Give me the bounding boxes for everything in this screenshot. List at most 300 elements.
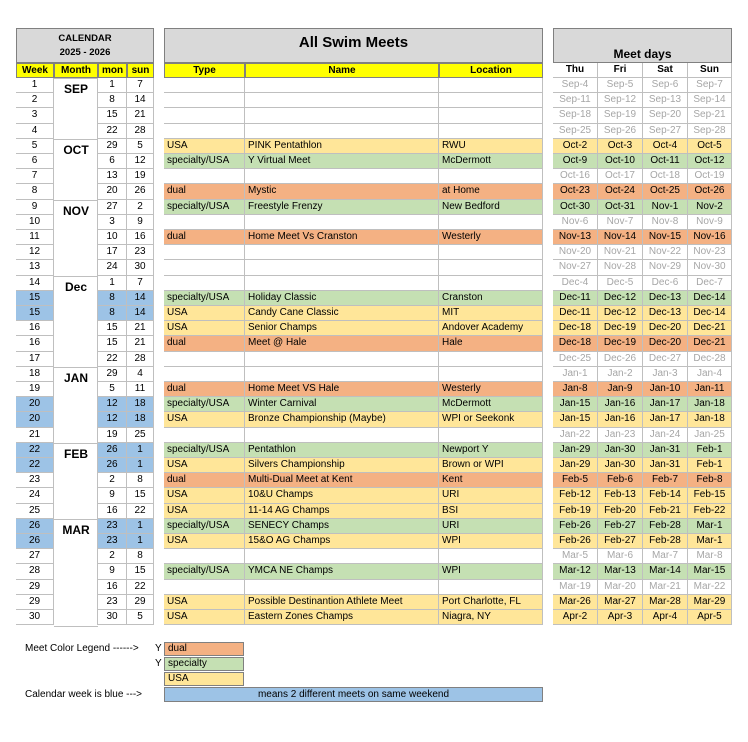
loc-cell: MIT [439, 306, 543, 321]
meet-day-cell: Jan-9 [598, 382, 643, 397]
type-cell: USA [164, 412, 245, 427]
week-cell: 2 [16, 93, 54, 108]
week-cell: 22 [16, 443, 54, 458]
meet-day-cell: Jan-18 [688, 397, 732, 412]
week-cell: 7 [16, 169, 54, 184]
type-header: Type [164, 63, 245, 78]
meet-day-cell: Mar-5 [553, 549, 598, 564]
loc-cell: BSI [439, 504, 543, 519]
sun-cell: 1 [127, 443, 154, 458]
meet-day-cell: Mar-7 [643, 549, 688, 564]
meet-day-cell: Mar-26 [553, 595, 598, 610]
type-cell [164, 367, 245, 382]
meet-day-cell: Feb-27 [598, 519, 643, 534]
calendar-title [16, 28, 154, 63]
mon-cell: 16 [98, 580, 127, 595]
meet-day-cell: Oct-11 [643, 154, 688, 169]
loc-cell: McDermott [439, 397, 543, 412]
week-cell: 15 [16, 306, 54, 321]
name-cell [245, 580, 439, 595]
week-cell: 20 [16, 412, 54, 427]
loc-cell: URI [439, 488, 543, 503]
loc-cell [439, 428, 543, 443]
sun-cell: 1 [127, 458, 154, 473]
meet-day-cell: Jan-2 [598, 367, 643, 382]
meet-day-cell: Mar-6 [598, 549, 643, 564]
meet-day-cell: Mar-13 [598, 564, 643, 579]
loc-cell: Niagra, NY [439, 610, 543, 625]
month-cell [54, 397, 98, 412]
meet-day-cell: Jan-3 [643, 367, 688, 382]
week-cell: 9 [16, 200, 54, 215]
week-cell: 29 [16, 595, 54, 610]
meet-day-cell: Dec-13 [643, 306, 688, 321]
month-cell [54, 473, 98, 488]
type-cell: specialty/USA [164, 200, 245, 215]
meet-day-cell: Feb-13 [598, 488, 643, 503]
meet-day-cell: Feb-14 [643, 488, 688, 503]
meet-day-cell: Nov-6 [553, 215, 598, 230]
month-cell [54, 260, 98, 275]
mon-cell: 29 [98, 367, 127, 382]
type-cell [164, 93, 245, 108]
meet-day-cell: Apr-3 [598, 610, 643, 625]
type-cell [164, 260, 245, 275]
loc-cell [439, 215, 543, 230]
meet-day-cell: Sep-28 [688, 124, 732, 139]
week-cell: 17 [16, 352, 54, 367]
sun-cell: 30 [127, 260, 154, 275]
meet-day-cell: Mar-8 [688, 549, 732, 564]
meet-day-cell: Sep-21 [688, 108, 732, 123]
meet-day-cell: Oct-18 [643, 169, 688, 184]
meet-day-cell: Jan-23 [598, 428, 643, 443]
mon-cell: 22 [98, 352, 127, 367]
name-cell: Silvers Championship [245, 458, 439, 473]
month-label: OCT [63, 143, 89, 157]
meet-day-cell: Sep-19 [598, 108, 643, 123]
mon-cell: 24 [98, 260, 127, 275]
meet-day-cell: Dec-19 [598, 336, 643, 351]
meet-day-cell: Mar-1 [688, 534, 732, 549]
loc-cell [439, 580, 543, 595]
calendar-title-line2: 2025 - 2026 [59, 47, 111, 58]
type-cell: specialty/USA [164, 519, 245, 534]
sun-cell: 8 [127, 473, 154, 488]
meet-day-cell: Nov-21 [598, 245, 643, 260]
name-cell: Bronze Championship (Maybe) [245, 412, 439, 427]
legend-label: Meet Color Legend ------> [25, 643, 139, 654]
name-cell: Holiday Classic [245, 291, 439, 306]
week-cell: 11 [16, 230, 54, 245]
loc-cell: Hale [439, 336, 543, 351]
sun-cell: 14 [127, 93, 154, 108]
mon-cell: 15 [98, 336, 127, 351]
week-cell: 23 [16, 473, 54, 488]
mon-cell: 26 [98, 443, 127, 458]
month-cell [54, 306, 98, 321]
meet-day-cell: Jan-15 [553, 412, 598, 427]
mon-cell: 2 [98, 549, 127, 564]
meet-day-cell: Jan-31 [643, 458, 688, 473]
meet-day-cell: Oct-3 [598, 139, 643, 154]
meet-day-cell: Sep-7 [688, 78, 732, 93]
sun-header: sun [127, 63, 154, 78]
meet-day-cell: Sep-12 [598, 93, 643, 108]
mon-cell: 22 [98, 124, 127, 139]
meet-day-cell: Mar-15 [688, 564, 732, 579]
month-divider [54, 626, 98, 627]
meet-day-cell: Feb-7 [643, 473, 688, 488]
week-cell: 26 [16, 534, 54, 549]
name-cell: Home Meet VS Hale [245, 382, 439, 397]
sun-cell: 4 [127, 367, 154, 382]
name-cell [245, 169, 439, 184]
mon-cell: 1 [98, 78, 127, 93]
type-cell: USA [164, 458, 245, 473]
meet-day-cell: Feb-1 [688, 458, 732, 473]
week-cell: 22 [16, 458, 54, 473]
meet-day-cell: Jan-25 [688, 428, 732, 443]
meet-day-cell: Mar-27 [598, 595, 643, 610]
meet-day-cell: Dec-11 [553, 291, 598, 306]
meet-day-cell: Jan-24 [643, 428, 688, 443]
meet-day-cell: Dec-11 [553, 306, 598, 321]
name-header: Name [245, 63, 439, 78]
meet-day-cell: Mar-28 [643, 595, 688, 610]
mon-cell: 5 [98, 382, 127, 397]
month-cell [54, 610, 98, 625]
type-cell: USA [164, 595, 245, 610]
meet-day-cell: Oct-31 [598, 200, 643, 215]
week-cell: 4 [16, 124, 54, 139]
week-cell: 18 [16, 367, 54, 382]
meet-day-cell: Feb-15 [688, 488, 732, 503]
meet-day-cell: Oct-17 [598, 169, 643, 184]
month-cell [54, 595, 98, 610]
name-cell [245, 124, 439, 139]
meet-day-cell: Oct-19 [688, 169, 732, 184]
loc-cell: Cranston [439, 291, 543, 306]
sun-cell: 22 [127, 580, 154, 595]
blue-legend-label: Calendar week is blue ---> [25, 689, 142, 700]
sun-cell: 7 [127, 78, 154, 93]
week-cell: 14 [16, 276, 54, 291]
meet-day-cell: Jan-31 [643, 443, 688, 458]
meet-day-cell: Dec-25 [553, 352, 598, 367]
loc-cell [439, 352, 543, 367]
meet-day-cell: Jan-22 [553, 428, 598, 443]
month-cell [54, 336, 98, 351]
mon-cell: 12 [98, 397, 127, 412]
meet-day-cell: Nov-8 [643, 215, 688, 230]
month-divider [54, 276, 98, 277]
meet-day-cell: Nov-15 [643, 230, 688, 245]
month-cell [54, 428, 98, 443]
meet-day-cell: Jan-16 [598, 412, 643, 427]
meet-day-cell: Oct-24 [598, 184, 643, 199]
meet-day-cell: Jan-30 [598, 443, 643, 458]
meet-day-cell: Mar-14 [643, 564, 688, 579]
type-cell [164, 580, 245, 595]
sun-cell: 5 [127, 139, 154, 154]
week-cell: 13 [16, 260, 54, 275]
meet-day-cell: Jan-17 [643, 397, 688, 412]
name-cell: PINK Pentathlon [245, 139, 439, 154]
name-cell: Home Meet Vs Cranston [245, 230, 439, 245]
type-cell: USA [164, 139, 245, 154]
week-cell: 16 [16, 321, 54, 336]
meet-day-cell: Dec-20 [643, 321, 688, 336]
week-cell: 28 [16, 564, 54, 579]
meet-day-cell: Dec-4 [553, 276, 598, 291]
month-label: SEP [63, 82, 88, 96]
week-cell: 19 [16, 382, 54, 397]
meet-day-cell: Feb-22 [688, 504, 732, 519]
type-cell: dual [164, 230, 245, 245]
meet-day-cell: Dec-12 [598, 306, 643, 321]
name-cell: Meet @ Hale [245, 336, 439, 351]
meet-day-cell: Jan-29 [553, 458, 598, 473]
loc-cell: WPI [439, 534, 543, 549]
sun-cell: 14 [127, 306, 154, 321]
meet-day-cell: Jan-29 [553, 443, 598, 458]
loc-cell: URI [439, 519, 543, 534]
name-cell: Pentathlon [245, 443, 439, 458]
sun-day-header: Sun [688, 63, 732, 78]
meet-day-cell: Mar-20 [598, 580, 643, 595]
loc-cell: New Bedford [439, 200, 543, 215]
meet-day-cell: Feb-1 [688, 443, 732, 458]
meet-day-cell: Dec-21 [688, 336, 732, 351]
month-cell [54, 230, 98, 245]
month-label: Dec [64, 280, 87, 294]
sun-cell: 8 [127, 549, 154, 564]
name-cell: Mystic [245, 184, 439, 199]
mon-cell: 15 [98, 108, 127, 123]
loc-cell [439, 169, 543, 184]
meet-day-cell: Jan-30 [598, 458, 643, 473]
week-cell: 12 [16, 245, 54, 260]
meet-day-cell: Feb-26 [553, 534, 598, 549]
mon-cell: 6 [98, 154, 127, 169]
name-cell [245, 428, 439, 443]
meet-day-cell: Sep-20 [643, 108, 688, 123]
mon-cell: 27 [98, 200, 127, 215]
sun-cell: 21 [127, 108, 154, 123]
meet-day-cell: Dec-18 [553, 321, 598, 336]
meet-day-cell: Nov-9 [688, 215, 732, 230]
week-cell: 3 [16, 108, 54, 123]
meet-day-cell: Oct-25 [643, 184, 688, 199]
type-cell: specialty/USA [164, 397, 245, 412]
mon-cell: 10 [98, 230, 127, 245]
loc-cell: at Home [439, 184, 543, 199]
loc-cell: Newport Y [439, 443, 543, 458]
mon-header: mon [98, 63, 127, 78]
sun-cell: 7 [127, 276, 154, 291]
meet-day-cell: Oct-26 [688, 184, 732, 199]
meet-day-cell: Oct-23 [553, 184, 598, 199]
week-cell: 27 [16, 549, 54, 564]
mon-cell: 2 [98, 473, 127, 488]
name-cell: Candy Cane Classic [245, 306, 439, 321]
name-cell: Possible Destinantion Athlete Meet [245, 595, 439, 610]
month-divider [54, 200, 98, 201]
legend-specialty: specialty [164, 657, 244, 671]
month-divider [54, 367, 98, 368]
name-cell: 10&U Champs [245, 488, 439, 503]
meet-day-cell: Dec-13 [643, 291, 688, 306]
type-cell: USA [164, 610, 245, 625]
meet-day-cell: Nov-30 [688, 260, 732, 275]
meet-day-cell: Sep-25 [553, 124, 598, 139]
week-cell: 16 [16, 336, 54, 351]
type-cell: specialty/USA [164, 154, 245, 169]
meet-day-cell: Jan-4 [688, 367, 732, 382]
type-cell [164, 215, 245, 230]
meet-day-cell: Feb-20 [598, 504, 643, 519]
meet-day-cell: Sep-4 [553, 78, 598, 93]
week-header: Week [16, 63, 54, 78]
loc-cell [439, 78, 543, 93]
meet-day-cell: Dec-7 [688, 276, 732, 291]
loc-cell: RWU [439, 139, 543, 154]
sun-cell: 23 [127, 245, 154, 260]
loc-cell [439, 93, 543, 108]
mon-cell: 17 [98, 245, 127, 260]
month-cell [54, 108, 98, 123]
sat-header: Sat [643, 63, 688, 78]
meet-day-cell: Sep-18 [553, 108, 598, 123]
meet-day-cell: Feb-8 [688, 473, 732, 488]
meet-day-cell: Nov-23 [688, 245, 732, 260]
type-cell [164, 78, 245, 93]
type-cell [164, 245, 245, 260]
meet-day-cell: Dec-19 [598, 321, 643, 336]
meet-day-cell: Feb-5 [553, 473, 598, 488]
meet-day-cell: Feb-27 [598, 534, 643, 549]
meet-day-cell: Jan-10 [643, 382, 688, 397]
week-cell: 5 [16, 139, 54, 154]
meet-day-cell: Jan-8 [553, 382, 598, 397]
sun-cell: 9 [127, 215, 154, 230]
sun-cell: 11 [127, 382, 154, 397]
type-cell: USA [164, 534, 245, 549]
loc-cell [439, 260, 543, 275]
month-label: JAN [63, 371, 88, 385]
month-label: MAR [62, 523, 90, 537]
meet-day-cell: Sep-6 [643, 78, 688, 93]
name-cell: SENECY Champs [245, 519, 439, 534]
sun-cell: 16 [127, 230, 154, 245]
mon-cell: 16 [98, 504, 127, 519]
meet-day-cell: Sep-14 [688, 93, 732, 108]
location-header: Location [439, 63, 543, 78]
name-cell: 15&O AG Champs [245, 534, 439, 549]
name-cell [245, 93, 439, 108]
meet-day-cell: Apr-4 [643, 610, 688, 625]
type-cell: dual [164, 473, 245, 488]
meet-day-cell: Mar-21 [643, 580, 688, 595]
meet-day-cell: Feb-28 [643, 519, 688, 534]
week-cell: 15 [16, 291, 54, 306]
sun-cell: 29 [127, 595, 154, 610]
month-cell [54, 504, 98, 519]
name-cell [245, 108, 439, 123]
mon-cell: 8 [98, 93, 127, 108]
meet-day-cell: Dec-21 [688, 321, 732, 336]
meet-day-cell: Dec-18 [553, 336, 598, 351]
loc-cell: Port Charlotte, FL [439, 595, 543, 610]
month-divider [54, 519, 98, 520]
name-cell [245, 367, 439, 382]
sun-cell: 15 [127, 488, 154, 503]
mon-cell: 8 [98, 291, 127, 306]
type-cell: dual [164, 382, 245, 397]
month-cell [54, 124, 98, 139]
week-cell: 20 [16, 397, 54, 412]
meet-day-cell: Oct-10 [598, 154, 643, 169]
sun-cell: 12 [127, 154, 154, 169]
week-cell: 25 [16, 504, 54, 519]
meet-day-cell: Nov-22 [643, 245, 688, 260]
meet-day-cell: Dec-14 [688, 306, 732, 321]
month-header: Month [54, 63, 98, 78]
week-cell: 21 [16, 428, 54, 443]
meet-day-cell: Mar-12 [553, 564, 598, 579]
loc-cell: Kent [439, 473, 543, 488]
type-cell: USA [164, 504, 245, 519]
month-cell [54, 580, 98, 595]
sun-cell: 2 [127, 200, 154, 215]
meet-day-cell: Oct-4 [643, 139, 688, 154]
meet-day-cell: Oct-9 [553, 154, 598, 169]
type-cell: dual [164, 184, 245, 199]
loc-cell: Brown or WPI [439, 458, 543, 473]
meet-day-cell: Feb-28 [643, 534, 688, 549]
meet-day-cell: Jan-1 [553, 367, 598, 382]
mon-cell: 8 [98, 306, 127, 321]
sun-cell: 26 [127, 184, 154, 199]
week-cell: 24 [16, 488, 54, 503]
name-cell [245, 78, 439, 93]
loc-cell: McDermott [439, 154, 543, 169]
name-cell: Y Virtual Meet [245, 154, 439, 169]
loc-cell [439, 276, 543, 291]
meet-day-cell: Apr-2 [553, 610, 598, 625]
week-cell: 6 [16, 154, 54, 169]
loc-cell [439, 245, 543, 260]
sun-cell: 1 [127, 534, 154, 549]
type-cell: specialty/USA [164, 291, 245, 306]
mon-cell: 9 [98, 564, 127, 579]
month-label: FEB [64, 447, 88, 461]
month-label: NOV [62, 204, 89, 218]
week-cell: 26 [16, 519, 54, 534]
mon-cell: 30 [98, 610, 127, 625]
week-cell: 10 [16, 215, 54, 230]
meet-day-cell: Feb-19 [553, 504, 598, 519]
name-cell [245, 260, 439, 275]
loc-cell [439, 549, 543, 564]
month-cell [54, 488, 98, 503]
name-cell [245, 245, 439, 260]
sun-cell: 14 [127, 291, 154, 306]
type-cell: specialty/USA [164, 443, 245, 458]
name-cell: YMCA NE Champs [245, 564, 439, 579]
meet-day-cell: Nov-20 [553, 245, 598, 260]
